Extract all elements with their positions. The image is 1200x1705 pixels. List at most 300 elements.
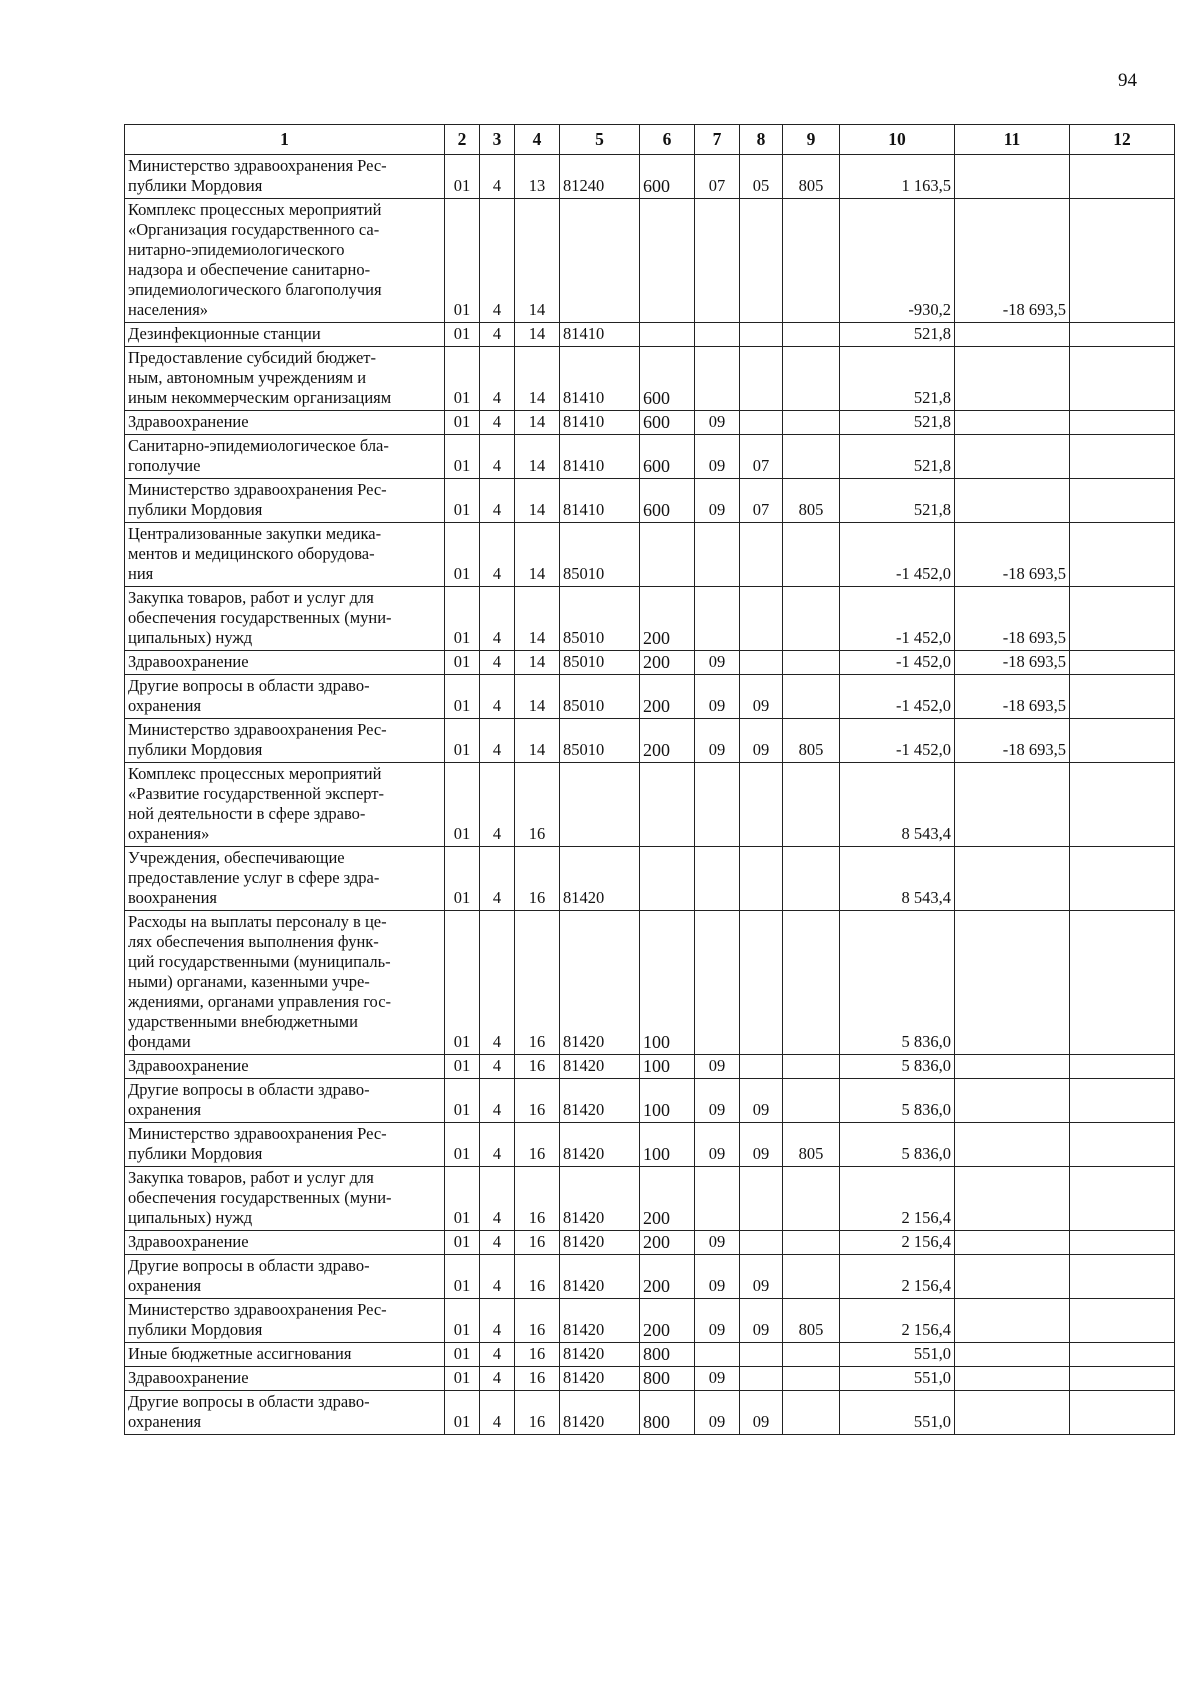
cell-col-11 bbox=[955, 1367, 1070, 1391]
row-name: Министерство здравоохранения Рес- публики Мордовия bbox=[125, 1299, 445, 1343]
cell-col-8 bbox=[740, 1367, 783, 1391]
cell-col-3: 4 bbox=[480, 1079, 515, 1123]
cell-col-7: 09 bbox=[695, 479, 740, 523]
cell-col-9 bbox=[783, 1231, 840, 1255]
row-name: Здравоохранение bbox=[125, 411, 445, 435]
cell-col-6: 200 bbox=[640, 675, 695, 719]
row-name: Централизованные закупки медика- ментов и медицинского оборудова- ния bbox=[125, 523, 445, 587]
cell-col-6: 600 bbox=[640, 411, 695, 435]
cell-col-12 bbox=[1070, 1231, 1175, 1255]
cell-col-12 bbox=[1070, 199, 1175, 323]
cell-col-11 bbox=[955, 1055, 1070, 1079]
cell-col-3: 4 bbox=[480, 347, 515, 411]
cell-col-6: 200 bbox=[640, 719, 695, 763]
cell-col-3: 4 bbox=[480, 1299, 515, 1343]
cell-col-11 bbox=[955, 411, 1070, 435]
cell-col-8 bbox=[740, 1055, 783, 1079]
cell-col-11: -18 693,5 bbox=[955, 675, 1070, 719]
cell-col-8 bbox=[740, 651, 783, 675]
cell-col-6: 600 bbox=[640, 155, 695, 199]
cell-col-10: 8 543,4 bbox=[840, 847, 955, 911]
cell-col-12 bbox=[1070, 1123, 1175, 1167]
cell-col-2: 01 bbox=[445, 1367, 480, 1391]
cell-col-4: 14 bbox=[515, 323, 560, 347]
cell-col-3: 4 bbox=[480, 675, 515, 719]
row-name: Здравоохранение bbox=[125, 1231, 445, 1255]
cell-col-12 bbox=[1070, 411, 1175, 435]
column-header: 10 bbox=[840, 125, 955, 155]
cell-col-4: 16 bbox=[515, 847, 560, 911]
cell-col-6 bbox=[640, 199, 695, 323]
row-name: Предоставление субсидий бюджет- ным, автономным учреждениям и иным некоммерческим организациям bbox=[125, 347, 445, 411]
cell-col-5: 81420 bbox=[560, 1123, 640, 1167]
cell-col-2: 01 bbox=[445, 911, 480, 1055]
cell-col-12 bbox=[1070, 523, 1175, 587]
cell-col-8: 05 bbox=[740, 155, 783, 199]
row-name: Дезинфекционные станции bbox=[125, 323, 445, 347]
column-header: 8 bbox=[740, 125, 783, 155]
cell-col-10: 2 156,4 bbox=[840, 1299, 955, 1343]
cell-col-11 bbox=[955, 1343, 1070, 1367]
cell-col-10: 1 163,5 bbox=[840, 155, 955, 199]
cell-col-11 bbox=[955, 1123, 1070, 1167]
cell-col-11 bbox=[955, 911, 1070, 1055]
cell-col-3: 4 bbox=[480, 1255, 515, 1299]
cell-col-5: 81410 bbox=[560, 323, 640, 347]
cell-col-5 bbox=[560, 199, 640, 323]
cell-col-12 bbox=[1070, 719, 1175, 763]
cell-col-4: 14 bbox=[515, 435, 560, 479]
cell-col-10: 2 156,4 bbox=[840, 1167, 955, 1231]
cell-col-4: 16 bbox=[515, 763, 560, 847]
table-row bbox=[125, 411, 1175, 435]
cell-col-4: 16 bbox=[515, 911, 560, 1055]
column-header: 5 bbox=[560, 125, 640, 155]
cell-col-12 bbox=[1070, 1079, 1175, 1123]
cell-col-4: 16 bbox=[515, 1079, 560, 1123]
cell-col-8: 09 bbox=[740, 1299, 783, 1343]
cell-col-10: -1 452,0 bbox=[840, 587, 955, 651]
cell-col-9 bbox=[783, 1055, 840, 1079]
cell-col-12 bbox=[1070, 763, 1175, 847]
table-row bbox=[125, 347, 1175, 411]
cell-col-9 bbox=[783, 199, 840, 323]
row-name: Министерство здравоохранения Рес- публики Мордовия bbox=[125, 719, 445, 763]
row-name: Здравоохранение bbox=[125, 651, 445, 675]
cell-col-8 bbox=[740, 847, 783, 911]
cell-col-10: 521,8 bbox=[840, 435, 955, 479]
cell-col-6: 600 bbox=[640, 435, 695, 479]
cell-col-9: 805 bbox=[783, 155, 840, 199]
cell-col-9 bbox=[783, 1255, 840, 1299]
cell-col-5: 85010 bbox=[560, 523, 640, 587]
cell-col-5: 81420 bbox=[560, 1343, 640, 1367]
table-row bbox=[125, 1055, 1175, 1079]
cell-col-10: 551,0 bbox=[840, 1343, 955, 1367]
cell-col-6: 800 bbox=[640, 1367, 695, 1391]
cell-col-6 bbox=[640, 323, 695, 347]
cell-col-3: 4 bbox=[480, 651, 515, 675]
cell-col-9 bbox=[783, 1343, 840, 1367]
row-name: Министерство здравоохранения Рес- публики Мордовия bbox=[125, 479, 445, 523]
cell-col-4: 14 bbox=[515, 411, 560, 435]
cell-col-4: 16 bbox=[515, 1055, 560, 1079]
table-row bbox=[125, 719, 1175, 763]
cell-col-9 bbox=[783, 523, 840, 587]
cell-col-4: 14 bbox=[515, 719, 560, 763]
cell-col-9 bbox=[783, 587, 840, 651]
cell-col-12 bbox=[1070, 675, 1175, 719]
cell-col-6: 200 bbox=[640, 651, 695, 675]
cell-col-3: 4 bbox=[480, 719, 515, 763]
row-name: Министерство здравоохранения Рес- публики Мордовия bbox=[125, 155, 445, 199]
cell-col-9 bbox=[783, 1167, 840, 1231]
row-name: Министерство здравоохранения Рес- публики Мордовия bbox=[125, 1123, 445, 1167]
cell-col-5: 85010 bbox=[560, 587, 640, 651]
cell-col-12 bbox=[1070, 1343, 1175, 1367]
cell-col-10: 521,8 bbox=[840, 347, 955, 411]
cell-col-4: 14 bbox=[515, 675, 560, 719]
column-header: 4 bbox=[515, 125, 560, 155]
cell-col-7: 09 bbox=[695, 1079, 740, 1123]
table-row bbox=[125, 675, 1175, 719]
cell-col-12 bbox=[1070, 1255, 1175, 1299]
cell-col-4: 13 bbox=[515, 155, 560, 199]
row-name: Учреждения, обеспечивающие предоставление услуг в сфере здра- воохранения bbox=[125, 847, 445, 911]
cell-col-2: 01 bbox=[445, 1343, 480, 1367]
table-row bbox=[125, 1255, 1175, 1299]
cell-col-4: 16 bbox=[515, 1255, 560, 1299]
cell-col-5: 85010 bbox=[560, 675, 640, 719]
cell-col-3: 4 bbox=[480, 155, 515, 199]
budget-table bbox=[124, 124, 1175, 1435]
cell-col-4: 14 bbox=[515, 347, 560, 411]
column-header: 6 bbox=[640, 125, 695, 155]
column-header: 7 bbox=[695, 125, 740, 155]
cell-col-12 bbox=[1070, 347, 1175, 411]
cell-col-2: 01 bbox=[445, 199, 480, 323]
cell-col-10: 5 836,0 bbox=[840, 1079, 955, 1123]
cell-col-9 bbox=[783, 1367, 840, 1391]
cell-col-9: 805 bbox=[783, 1123, 840, 1167]
cell-col-3: 4 bbox=[480, 1123, 515, 1167]
cell-col-2: 01 bbox=[445, 1079, 480, 1123]
cell-col-6: 200 bbox=[640, 1299, 695, 1343]
cell-col-9 bbox=[783, 651, 840, 675]
cell-col-8 bbox=[740, 347, 783, 411]
table-row bbox=[125, 1123, 1175, 1167]
cell-col-6 bbox=[640, 523, 695, 587]
cell-col-5 bbox=[560, 763, 640, 847]
cell-col-2: 01 bbox=[445, 651, 480, 675]
cell-col-5: 81420 bbox=[560, 911, 640, 1055]
cell-col-3: 4 bbox=[480, 763, 515, 847]
cell-col-2: 01 bbox=[445, 323, 480, 347]
cell-col-7: 09 bbox=[695, 1123, 740, 1167]
cell-col-5: 81420 bbox=[560, 1055, 640, 1079]
cell-col-2: 01 bbox=[445, 847, 480, 911]
cell-col-11 bbox=[955, 763, 1070, 847]
cell-col-12 bbox=[1070, 1391, 1175, 1435]
cell-col-2: 01 bbox=[445, 675, 480, 719]
cell-col-6: 800 bbox=[640, 1343, 695, 1367]
cell-col-8 bbox=[740, 1231, 783, 1255]
cell-col-7 bbox=[695, 847, 740, 911]
cell-col-3: 4 bbox=[480, 847, 515, 911]
cell-col-7: 07 bbox=[695, 155, 740, 199]
cell-col-6: 200 bbox=[640, 1167, 695, 1231]
row-name: Здравоохранение bbox=[125, 1367, 445, 1391]
cell-col-3: 4 bbox=[480, 1167, 515, 1231]
cell-col-5: 81240 bbox=[560, 155, 640, 199]
table-row bbox=[125, 1391, 1175, 1435]
cell-col-8 bbox=[740, 587, 783, 651]
table-row bbox=[125, 155, 1175, 199]
table-body bbox=[125, 155, 1175, 1435]
cell-col-11 bbox=[955, 1231, 1070, 1255]
cell-col-9 bbox=[783, 347, 840, 411]
cell-col-12 bbox=[1070, 651, 1175, 675]
cell-col-11 bbox=[955, 479, 1070, 523]
cell-col-9: 805 bbox=[783, 719, 840, 763]
cell-col-7: 09 bbox=[695, 675, 740, 719]
cell-col-11: -18 693,5 bbox=[955, 719, 1070, 763]
cell-col-6: 200 bbox=[640, 1231, 695, 1255]
cell-col-12 bbox=[1070, 435, 1175, 479]
row-name: Другие вопросы в области здраво- охранения bbox=[125, 1391, 445, 1435]
cell-col-6: 200 bbox=[640, 587, 695, 651]
cell-col-7 bbox=[695, 763, 740, 847]
cell-col-4: 16 bbox=[515, 1167, 560, 1231]
cell-col-8: 09 bbox=[740, 1079, 783, 1123]
cell-col-12 bbox=[1070, 1299, 1175, 1343]
cell-col-10: 521,8 bbox=[840, 323, 955, 347]
cell-col-3: 4 bbox=[480, 1343, 515, 1367]
cell-col-3: 4 bbox=[480, 199, 515, 323]
cell-col-3: 4 bbox=[480, 1367, 515, 1391]
cell-col-6: 100 bbox=[640, 1079, 695, 1123]
cell-col-8: 09 bbox=[740, 719, 783, 763]
cell-col-3: 4 bbox=[480, 479, 515, 523]
cell-col-2: 01 bbox=[445, 1055, 480, 1079]
cell-col-7: 09 bbox=[695, 651, 740, 675]
cell-col-11 bbox=[955, 847, 1070, 911]
table-row bbox=[125, 1299, 1175, 1343]
cell-col-12 bbox=[1070, 155, 1175, 199]
cell-col-3: 4 bbox=[480, 911, 515, 1055]
cell-col-12 bbox=[1070, 587, 1175, 651]
cell-col-2: 01 bbox=[445, 1231, 480, 1255]
cell-col-3: 4 bbox=[480, 587, 515, 651]
column-header: 2 bbox=[445, 125, 480, 155]
cell-col-3: 4 bbox=[480, 523, 515, 587]
table-row bbox=[125, 1079, 1175, 1123]
column-header: 12 bbox=[1070, 125, 1175, 155]
cell-col-2: 01 bbox=[445, 155, 480, 199]
cell-col-7 bbox=[695, 1167, 740, 1231]
cell-col-4: 14 bbox=[515, 587, 560, 651]
cell-col-8 bbox=[740, 763, 783, 847]
cell-col-10: -1 452,0 bbox=[840, 651, 955, 675]
cell-col-4: 16 bbox=[515, 1367, 560, 1391]
cell-col-7 bbox=[695, 911, 740, 1055]
cell-col-7 bbox=[695, 587, 740, 651]
cell-col-8: 07 bbox=[740, 479, 783, 523]
cell-col-3: 4 bbox=[480, 1055, 515, 1079]
column-header: 3 bbox=[480, 125, 515, 155]
cell-col-11: -18 693,5 bbox=[955, 651, 1070, 675]
cell-col-10: 521,8 bbox=[840, 479, 955, 523]
table-row bbox=[125, 479, 1175, 523]
cell-col-9 bbox=[783, 763, 840, 847]
cell-col-4: 14 bbox=[515, 523, 560, 587]
cell-col-5: 81420 bbox=[560, 1299, 640, 1343]
cell-col-7 bbox=[695, 323, 740, 347]
cell-col-7: 09 bbox=[695, 1231, 740, 1255]
cell-col-10: 551,0 bbox=[840, 1391, 955, 1435]
cell-col-2: 01 bbox=[445, 1167, 480, 1231]
cell-col-10: 521,8 bbox=[840, 411, 955, 435]
cell-col-4: 16 bbox=[515, 1123, 560, 1167]
cell-col-9: 805 bbox=[783, 1299, 840, 1343]
table-row bbox=[125, 763, 1175, 847]
cell-col-5: 81420 bbox=[560, 1167, 640, 1231]
cell-col-11 bbox=[955, 155, 1070, 199]
cell-col-8: 07 bbox=[740, 435, 783, 479]
cell-col-2: 01 bbox=[445, 435, 480, 479]
cell-col-11 bbox=[955, 435, 1070, 479]
cell-col-4: 14 bbox=[515, 479, 560, 523]
column-header: 11 bbox=[955, 125, 1070, 155]
cell-col-11: -18 693,5 bbox=[955, 587, 1070, 651]
cell-col-11 bbox=[955, 323, 1070, 347]
cell-col-5: 81420 bbox=[560, 1391, 640, 1435]
cell-col-9 bbox=[783, 411, 840, 435]
cell-col-7: 09 bbox=[695, 719, 740, 763]
column-header: 1 bbox=[125, 125, 445, 155]
cell-col-7: 09 bbox=[695, 411, 740, 435]
cell-col-4: 16 bbox=[515, 1231, 560, 1255]
table-row bbox=[125, 847, 1175, 911]
cell-col-7 bbox=[695, 347, 740, 411]
cell-col-8: 09 bbox=[740, 1255, 783, 1299]
cell-col-8 bbox=[740, 411, 783, 435]
cell-col-6 bbox=[640, 763, 695, 847]
cell-col-5: 81420 bbox=[560, 1231, 640, 1255]
cell-col-9 bbox=[783, 323, 840, 347]
cell-col-9 bbox=[783, 1079, 840, 1123]
cell-col-7 bbox=[695, 1343, 740, 1367]
row-name: Другие вопросы в области здраво- охранения bbox=[125, 1255, 445, 1299]
cell-col-12 bbox=[1070, 1055, 1175, 1079]
table-row bbox=[125, 523, 1175, 587]
cell-col-6: 200 bbox=[640, 1255, 695, 1299]
cell-col-8: 09 bbox=[740, 675, 783, 719]
cell-col-2: 01 bbox=[445, 1299, 480, 1343]
cell-col-10: 5 836,0 bbox=[840, 1055, 955, 1079]
cell-col-8 bbox=[740, 199, 783, 323]
column-header: 9 bbox=[783, 125, 840, 155]
cell-col-5: 81420 bbox=[560, 1079, 640, 1123]
cell-col-10: -1 452,0 bbox=[840, 523, 955, 587]
table-row bbox=[125, 651, 1175, 675]
cell-col-2: 01 bbox=[445, 719, 480, 763]
cell-col-9 bbox=[783, 675, 840, 719]
cell-col-4: 14 bbox=[515, 651, 560, 675]
cell-col-5: 81420 bbox=[560, 1367, 640, 1391]
cell-col-9 bbox=[783, 847, 840, 911]
table-row bbox=[125, 1367, 1175, 1391]
cell-col-9 bbox=[783, 911, 840, 1055]
cell-col-7: 09 bbox=[695, 1255, 740, 1299]
table-row bbox=[125, 199, 1175, 323]
cell-col-9 bbox=[783, 1391, 840, 1435]
cell-col-5: 85010 bbox=[560, 719, 640, 763]
cell-col-5: 81410 bbox=[560, 479, 640, 523]
row-name: Другие вопросы в области здраво- охранения bbox=[125, 675, 445, 719]
cell-col-8: 09 bbox=[740, 1123, 783, 1167]
cell-col-6 bbox=[640, 847, 695, 911]
row-name: Закупка товаров, работ и услуг для обеспечения государственных (муни- ципальных) нужд bbox=[125, 1167, 445, 1231]
cell-col-8 bbox=[740, 323, 783, 347]
cell-col-12 bbox=[1070, 1167, 1175, 1231]
cell-col-5: 81410 bbox=[560, 435, 640, 479]
cell-col-2: 01 bbox=[445, 1123, 480, 1167]
cell-col-10: 5 836,0 bbox=[840, 1123, 955, 1167]
cell-col-5: 81410 bbox=[560, 347, 640, 411]
cell-col-4: 16 bbox=[515, 1343, 560, 1367]
table-row bbox=[125, 1343, 1175, 1367]
cell-col-10: 8 543,4 bbox=[840, 763, 955, 847]
cell-col-12 bbox=[1070, 479, 1175, 523]
cell-col-8 bbox=[740, 523, 783, 587]
cell-col-12 bbox=[1070, 323, 1175, 347]
cell-col-5: 85010 bbox=[560, 651, 640, 675]
cell-col-10: -1 452,0 bbox=[840, 719, 955, 763]
cell-col-8 bbox=[740, 1343, 783, 1367]
cell-col-11 bbox=[955, 347, 1070, 411]
cell-col-3: 4 bbox=[480, 411, 515, 435]
cell-col-11: -18 693,5 bbox=[955, 199, 1070, 323]
cell-col-2: 01 bbox=[445, 1391, 480, 1435]
cell-col-2: 01 bbox=[445, 479, 480, 523]
row-name: Здравоохранение bbox=[125, 1055, 445, 1079]
cell-col-7: 09 bbox=[695, 1367, 740, 1391]
cell-col-10: -1 452,0 bbox=[840, 675, 955, 719]
cell-col-4: 16 bbox=[515, 1391, 560, 1435]
row-name: Комплекс процессных мероприятий «Развитие государственной эксперт- ной деятельности в сфере здраво- охранения» bbox=[125, 763, 445, 847]
cell-col-9: 805 bbox=[783, 479, 840, 523]
cell-col-7: 09 bbox=[695, 435, 740, 479]
cell-col-7: 09 bbox=[695, 1391, 740, 1435]
row-name: Расходы на выплаты персоналу в це- лях обеспечения выполнения функ- ций государственными (муниципаль- ными) органами, казенными учре- ждениями, органами управления гос- ударственными внебюджетными фондами bbox=[125, 911, 445, 1055]
cell-col-8: 09 bbox=[740, 1391, 783, 1435]
cell-col-12 bbox=[1070, 1367, 1175, 1391]
cell-col-6: 100 bbox=[640, 1123, 695, 1167]
cell-col-7 bbox=[695, 199, 740, 323]
cell-col-10: 2 156,4 bbox=[840, 1255, 955, 1299]
table-row bbox=[125, 911, 1175, 1055]
row-name: Иные бюджетные ассигнования bbox=[125, 1343, 445, 1367]
cell-col-2: 01 bbox=[445, 1255, 480, 1299]
row-name: Санитарно-эпидемиологическое бла- гополучие bbox=[125, 435, 445, 479]
table-row bbox=[125, 323, 1175, 347]
table-row bbox=[125, 1231, 1175, 1255]
cell-col-10: -930,2 bbox=[840, 199, 955, 323]
row-name: Комплекс процессных мероприятий «Организация государственного са- нитарно-эпидемиологического надзора и обеспечение санитарно- эпидемиологического благополучия населения» bbox=[125, 199, 445, 323]
cell-col-2: 01 bbox=[445, 587, 480, 651]
cell-col-3: 4 bbox=[480, 1231, 515, 1255]
